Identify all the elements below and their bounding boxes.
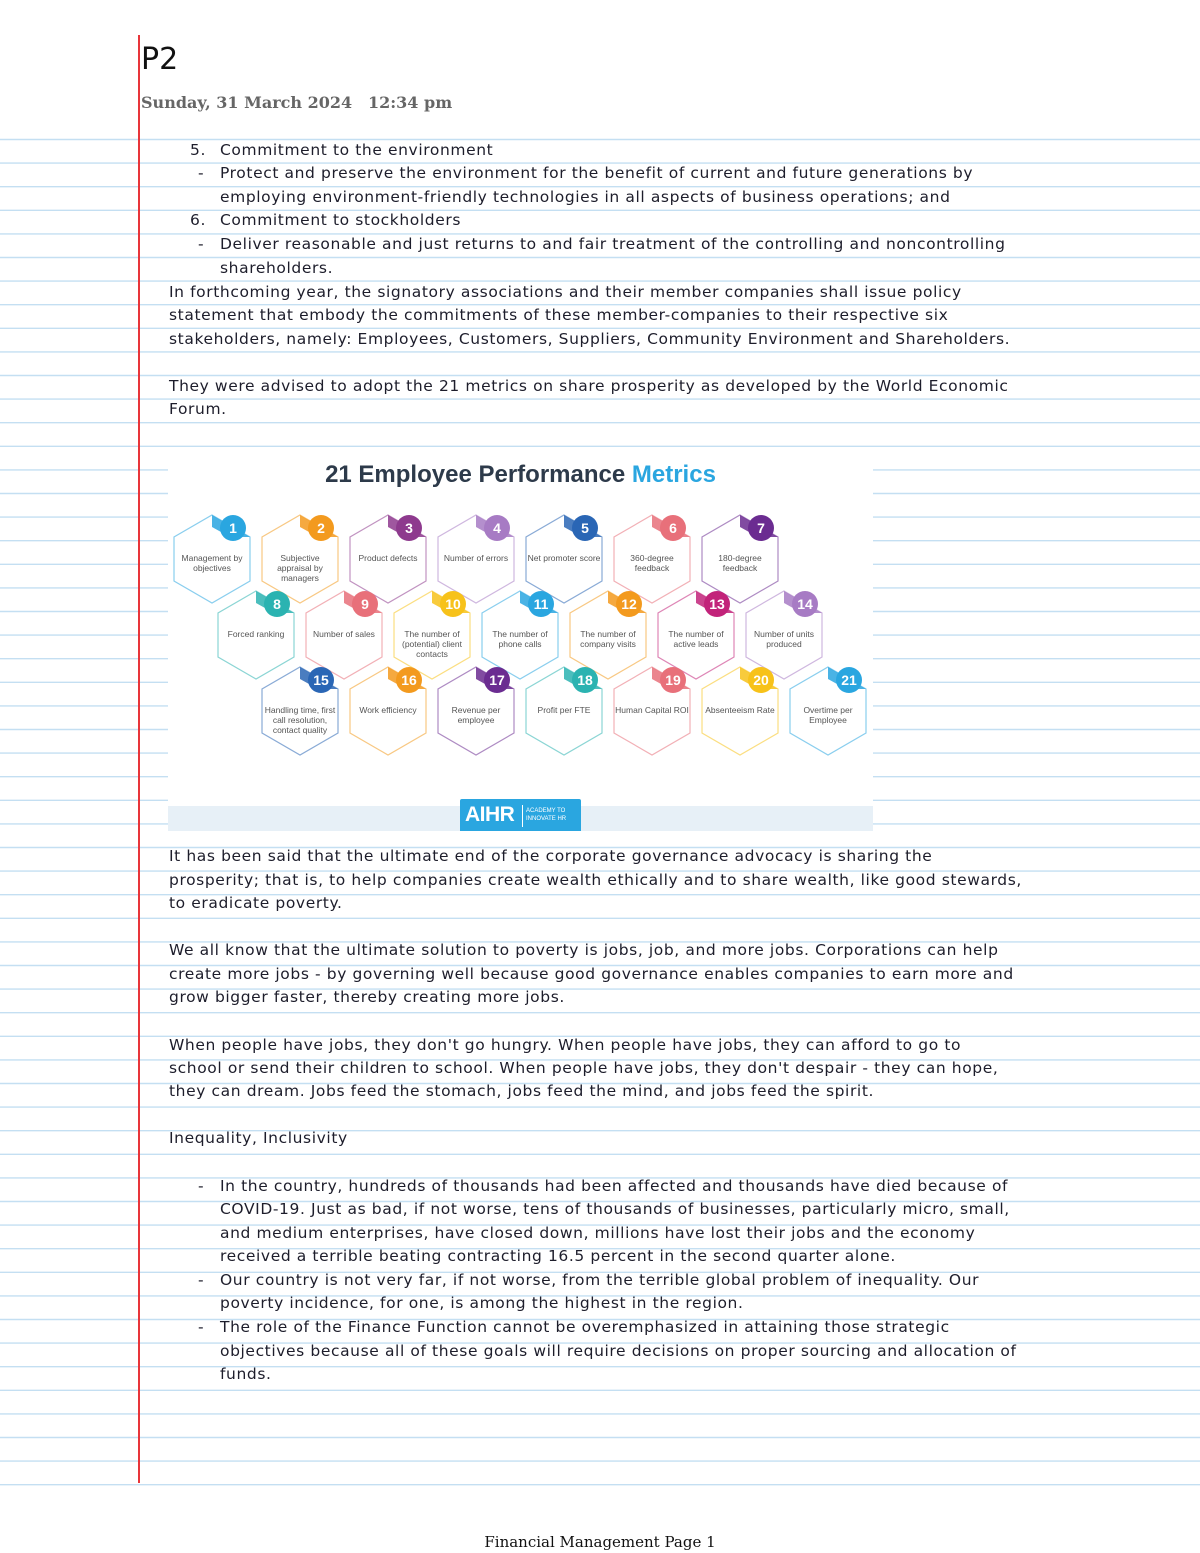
note-line: When people have jobs, they don't go hungry. When people have jobs, they can afford to go to — [169, 1036, 962, 1054]
infographic-title-main: 21 Employee Performance — [325, 461, 626, 488]
metric-label: 180-degree feedback — [718, 553, 762, 573]
note-line: stakeholders, namely: Employees, Customers, Suppliers, Community Environment and Shareholders. — [169, 330, 1011, 348]
metric-label: Number of sales — [313, 629, 375, 639]
metric-number-badge: 20 — [748, 667, 774, 693]
metric-number-badge: 16 — [396, 667, 422, 693]
metric-label: Human Capital ROI — [615, 705, 689, 715]
metric-label: Revenue per employee — [451, 705, 501, 725]
note-line: Forum. — [169, 400, 227, 418]
note-line: they can dream. Jobs feed the stomach, jobs feed the mind, and jobs feed the spirit. — [169, 1082, 875, 1100]
metric-label: Absenteeism Rate — [705, 705, 775, 715]
note-line: They were advised to adopt the 21 metrics on share prosperity as developed by the World Economic — [169, 377, 1009, 395]
note-line: funds. — [220, 1365, 272, 1383]
metric-number-badge: 1 — [220, 515, 246, 541]
margin-line — [138, 35, 140, 1483]
metric-label: Net promoter score — [527, 553, 601, 563]
metric-hexagon — [260, 665, 340, 757]
list-number: 5. — [190, 141, 206, 159]
metric-label: Number of units produced — [754, 629, 814, 649]
note-line: The role of the Finance Function cannot be overemphasized in attaining those strategic — [220, 1318, 950, 1336]
metric-label: Handling time, first call resolution, contact quality — [264, 705, 336, 735]
section-heading: Inequality, Inclusivity — [169, 1129, 348, 1147]
metric-label: The number of (potential) client contacts — [401, 629, 462, 659]
metric-hexagon — [524, 665, 604, 757]
note-line: Commitment to stockholders — [220, 211, 462, 229]
note-line: prosperity; that is, to help companies create wealth ethically and to share wealth, like good stewards, — [169, 871, 1022, 889]
metric-number-badge: 17 — [484, 667, 510, 693]
infographic-title-accent: Metrics — [631, 461, 716, 488]
bullet-dash: - — [198, 1271, 205, 1289]
note-line: to eradicate poverty. — [169, 894, 343, 912]
note-line: In the country, hundreds of thousands had been affected and thousands have died because of — [220, 1177, 1009, 1195]
page-time: 12:34 pm — [368, 93, 453, 112]
metric-label: Work efficiency — [359, 705, 417, 715]
metric-hexagon — [436, 665, 516, 757]
metric-hexagon — [788, 665, 868, 757]
note-line: Protect and preserve the environment for the benefit of current and future generations by — [220, 164, 974, 182]
metric-label: Number of errors — [443, 553, 509, 563]
metric-number-badge: 15 — [308, 667, 334, 693]
note-line: received a terrible beating contracting 16.5 percent in the second quarter alone. — [220, 1247, 896, 1265]
list-number: 6. — [190, 211, 206, 229]
metric-label: Forced ranking — [227, 629, 285, 639]
note-line: and medium enterprises, have closed down, millions have lost their jobs and the economy — [220, 1224, 976, 1242]
metric-number-badge: 8 — [264, 591, 290, 617]
metric-number-badge: 21 — [836, 667, 862, 693]
metric-number-badge: 9 — [352, 591, 378, 617]
bullet-dash: - — [198, 1318, 205, 1336]
metric-label: The number of active leads — [668, 629, 724, 649]
bullet-dash: - — [198, 1177, 205, 1195]
aihr-logo — [460, 799, 581, 831]
note-line: COVID-19. Just as bad, if not worse, tens of thousands of businesses, particularly micro, small, — [220, 1200, 1010, 1218]
metric-label: Profit per FTE — [537, 705, 591, 715]
metric-label: Overtime per Employee — [803, 705, 853, 725]
note-line: poverty incidence, for one, is among the highest in the region. — [220, 1294, 744, 1312]
metric-number-badge: 4 — [484, 515, 510, 541]
logo-wordmark: AIHR — [465, 803, 515, 826]
logo-divider — [522, 805, 523, 827]
note-line: Deliver reasonable and just returns to and fair treatment of the controlling and noncontrolling — [220, 235, 1006, 253]
metric-label: Subjective appraisal by managers — [277, 553, 323, 583]
note-line: We all know that the ultimate solution to poverty is jobs, job, and more jobs. Corporations can help — [169, 941, 999, 959]
note-line: grow bigger faster, thereby creating more jobs. — [169, 988, 565, 1006]
note-line: Commitment to the environment — [220, 141, 494, 159]
logo-tagline: ACADEMY TO INNOVATE HR — [526, 808, 567, 822]
page-date: Sunday, 31 March 2024 — [141, 93, 353, 112]
metric-number-badge: 18 — [572, 667, 598, 693]
note-line: create more jobs - by governing well because good governance enables companies to earn more and — [169, 965, 1014, 983]
metric-number-badge: 13 — [704, 591, 730, 617]
metric-hexagon — [612, 665, 692, 757]
metric-number-badge: 6 — [660, 515, 686, 541]
note-line: It has been said that the ultimate end of the corporate governance advocacy is sharing the — [169, 847, 933, 865]
bullet-dash: - — [198, 164, 205, 182]
metric-label: The number of phone calls — [492, 629, 548, 649]
page-title: P2 — [141, 42, 179, 77]
metric-number-badge: 2 — [308, 515, 334, 541]
metric-number-badge: 14 — [792, 591, 818, 617]
note-line: Our country is not very far, if not worse, from the terrible global problem of inequality. Our — [220, 1271, 980, 1289]
metric-hexagon — [700, 665, 780, 757]
metric-label: 360-degree feedback — [630, 553, 674, 573]
note-line: employing environment-friendly technologies in all aspects of business operations; and — [220, 188, 951, 206]
metric-label: The number of company visits — [580, 629, 636, 649]
infographic-title — [168, 461, 873, 489]
metric-hexagon — [348, 665, 428, 757]
metrics-infographic — [168, 451, 873, 831]
metric-number-badge: 7 — [748, 515, 774, 541]
note-line: In forthcoming year, the signatory associations and their member companies shall issue policy — [169, 283, 962, 301]
metric-number-badge: 19 — [660, 667, 686, 693]
metric-number-badge: 11 — [528, 591, 554, 617]
note-line: objectives because all of these goals will require decisions on proper sourcing and allocation of — [220, 1342, 1017, 1360]
metric-label: Product defects — [358, 553, 418, 563]
note-line: shareholders. — [220, 259, 334, 277]
metric-label: Management by objectives — [181, 553, 243, 573]
metric-number-badge: 10 — [440, 591, 466, 617]
page-footer: Financial Management Page 1 — [484, 1533, 716, 1551]
metric-number-badge: 12 — [616, 591, 642, 617]
note-line: school or send their children to school. When people have jobs, they don't despair - they can hope, — [169, 1059, 999, 1077]
metric-number-badge: 5 — [572, 515, 598, 541]
metric-number-badge: 3 — [396, 515, 422, 541]
note-line: statement that embody the commitments of these member-companies to their respective six — [169, 306, 949, 324]
bullet-dash: - — [198, 235, 205, 253]
